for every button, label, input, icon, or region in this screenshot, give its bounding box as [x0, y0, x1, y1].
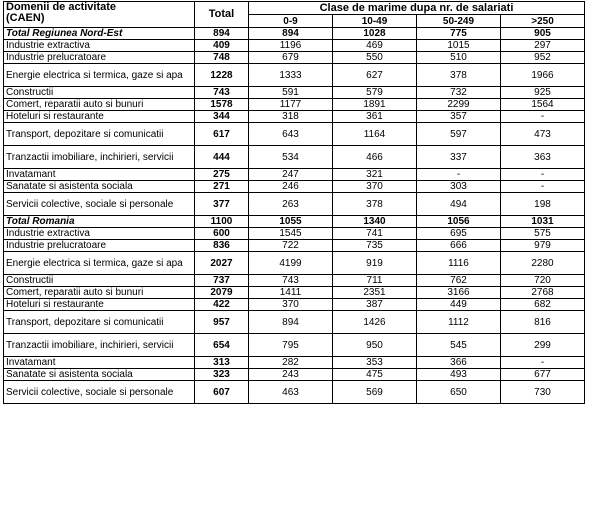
row-class-value: 469 [333, 40, 417, 52]
row-class-value: 494 [417, 193, 501, 216]
header-domain [4, 2, 195, 28]
row-domain: Sanatate si asistenta sociala [4, 181, 195, 193]
row-class-value: 2351 [333, 287, 417, 299]
row-domain: Constructii [4, 275, 195, 287]
row-class-value: 679 [249, 52, 333, 64]
salary-table [3, 1, 585, 404]
header-domain-line1: Domenii de activitate [6, 1, 117, 13]
row-domain: Hoteluri si restaurante [4, 299, 195, 311]
row-class-value: 299 [501, 334, 585, 357]
row-class-value: 370 [249, 299, 333, 311]
row-domain: Industrie prelucratoare [4, 52, 195, 64]
row-total: 836 [195, 240, 249, 252]
row-class-value: 378 [333, 193, 417, 216]
row-total: 743 [195, 87, 249, 99]
row-class-value: 337 [417, 146, 501, 169]
row-class-value: 1333 [249, 64, 333, 87]
header-size-classes: Clase de marime dupa nr. de salariati [249, 2, 585, 15]
row-class-value: - [501, 357, 585, 369]
row-class-value: 1177 [249, 99, 333, 111]
header-total: Total [195, 2, 249, 28]
table-row [4, 52, 585, 64]
row-class-value: 297 [501, 40, 585, 52]
row-total: 600 [195, 228, 249, 240]
row-total: 1578 [195, 99, 249, 111]
row-domain: Comert, reparatii auto si bunuri [4, 287, 195, 299]
row-domain: Total Romania [4, 216, 195, 228]
row-class-value: 894 [249, 28, 333, 40]
row-class-value: 493 [417, 369, 501, 381]
row-total: 2027 [195, 252, 249, 275]
row-total: 894 [195, 28, 249, 40]
row-class-value: 366 [417, 357, 501, 369]
row-total: 313 [195, 357, 249, 369]
table-row [4, 228, 585, 240]
row-total: 1100 [195, 216, 249, 228]
row-total: 1228 [195, 64, 249, 87]
row-class-value: 198 [501, 193, 585, 216]
row-class-value: 263 [249, 193, 333, 216]
table-row [4, 64, 585, 87]
table-row [4, 381, 585, 404]
row-total: 2079 [195, 287, 249, 299]
row-class-value: 321 [333, 169, 417, 181]
row-class-value: 735 [333, 240, 417, 252]
header-class-0-9: 0-9 [249, 15, 333, 28]
table-row [4, 334, 585, 357]
row-domain: Tranzactii imobiliare, inchirieri, servicii [4, 146, 195, 169]
row-class-value: 775 [417, 28, 501, 40]
row-class-value: 762 [417, 275, 501, 287]
row-domain: Tranzactii imobiliare, inchirieri, servicii [4, 334, 195, 357]
row-total: 444 [195, 146, 249, 169]
row-total: 377 [195, 193, 249, 216]
row-domain: Servicii colective, sociale si personale [4, 381, 195, 404]
row-total: 323 [195, 369, 249, 381]
row-class-value: 695 [417, 228, 501, 240]
row-total: 617 [195, 123, 249, 146]
row-total: 275 [195, 169, 249, 181]
row-domain: Energie electrica si termica, gaze si apa [4, 252, 195, 275]
row-class-value: 979 [501, 240, 585, 252]
row-class-value: 534 [249, 146, 333, 169]
row-class-value: 303 [417, 181, 501, 193]
row-total: 654 [195, 334, 249, 357]
row-class-value: 473 [501, 123, 585, 146]
row-total: 957 [195, 311, 249, 334]
row-class-value: 1411 [249, 287, 333, 299]
row-class-value: 643 [249, 123, 333, 146]
row-class-value: 1891 [333, 99, 417, 111]
table-row [4, 252, 585, 275]
row-class-value: 925 [501, 87, 585, 99]
row-class-value: 919 [333, 252, 417, 275]
row-domain: Constructii [4, 87, 195, 99]
table-row [4, 111, 585, 123]
row-class-value: 722 [249, 240, 333, 252]
row-class-value: 378 [417, 64, 501, 87]
table-row [4, 193, 585, 216]
row-class-value: - [501, 181, 585, 193]
row-class-value: 3166 [417, 287, 501, 299]
row-domain: Servicii colective, sociale si personale [4, 193, 195, 216]
row-class-value: 2280 [501, 252, 585, 275]
row-class-value: 1545 [249, 228, 333, 240]
row-class-value: - [501, 169, 585, 181]
row-total: 271 [195, 181, 249, 193]
row-class-value: 579 [333, 87, 417, 99]
row-class-value: 950 [333, 334, 417, 357]
row-class-value: 627 [333, 64, 417, 87]
row-class-value: 682 [501, 299, 585, 311]
row-class-value: 1196 [249, 40, 333, 52]
row-class-value: 650 [417, 381, 501, 404]
header-class-250-plus: >250 [501, 15, 585, 28]
header-class-10-49: 10-49 [333, 15, 417, 28]
row-domain: Industrie extractiva [4, 228, 195, 240]
row-domain: Sanatate si asistenta sociala [4, 369, 195, 381]
row-class-value: 1564 [501, 99, 585, 111]
row-class-value: - [501, 111, 585, 123]
row-class-value: 894 [249, 311, 333, 334]
row-class-value: 741 [333, 228, 417, 240]
row-domain: Industrie extractiva [4, 40, 195, 52]
row-class-value: - [417, 169, 501, 181]
row-class-value: 545 [417, 334, 501, 357]
row-class-value: 952 [501, 52, 585, 64]
row-class-value: 816 [501, 311, 585, 334]
row-domain: Energie electrica si termica, gaze si apa [4, 64, 195, 87]
row-class-value: 730 [501, 381, 585, 404]
table-total-row [4, 216, 585, 228]
row-class-value: 677 [501, 369, 585, 381]
row-class-value: 243 [249, 369, 333, 381]
table-body [4, 28, 585, 404]
row-total: 737 [195, 275, 249, 287]
row-class-value: 318 [249, 111, 333, 123]
row-class-value: 1055 [249, 216, 333, 228]
row-class-value: 247 [249, 169, 333, 181]
row-domain: Invatamant [4, 357, 195, 369]
table-row [4, 311, 585, 334]
row-class-value: 569 [333, 381, 417, 404]
row-class-value: 510 [417, 52, 501, 64]
row-domain: Hoteluri si restaurante [4, 111, 195, 123]
row-class-value: 361 [333, 111, 417, 123]
table-row [4, 275, 585, 287]
row-class-value: 2299 [417, 99, 501, 111]
row-class-value: 905 [501, 28, 585, 40]
row-class-value: 1028 [333, 28, 417, 40]
row-class-value: 363 [501, 146, 585, 169]
row-total: 748 [195, 52, 249, 64]
row-class-value: 1426 [333, 311, 417, 334]
row-class-value: 711 [333, 275, 417, 287]
row-class-value: 720 [501, 275, 585, 287]
row-class-value: 1112 [417, 311, 501, 334]
row-class-value: 743 [249, 275, 333, 287]
row-class-value: 1031 [501, 216, 585, 228]
row-total: 409 [195, 40, 249, 52]
row-class-value: 282 [249, 357, 333, 369]
row-total: 607 [195, 381, 249, 404]
row-domain: Comert, reparatii auto si bunuri [4, 99, 195, 111]
row-class-value: 246 [249, 181, 333, 193]
table-row [4, 99, 585, 111]
row-domain: Total Regiunea Nord-Est [4, 28, 195, 40]
row-class-value: 1966 [501, 64, 585, 87]
row-domain: Industrie prelucratoare [4, 240, 195, 252]
table-row [4, 181, 585, 193]
row-class-value: 591 [249, 87, 333, 99]
table-row [4, 169, 585, 181]
table-row [4, 299, 585, 311]
row-class-value: 353 [333, 357, 417, 369]
row-class-value: 357 [417, 111, 501, 123]
row-class-value: 463 [249, 381, 333, 404]
table-row [4, 369, 585, 381]
table-row [4, 146, 585, 169]
table-row [4, 287, 585, 299]
table-total-row [4, 28, 585, 40]
table-row [4, 123, 585, 146]
row-class-value: 1164 [333, 123, 417, 146]
row-class-value: 1116 [417, 252, 501, 275]
row-class-value: 1015 [417, 40, 501, 52]
row-class-value: 1340 [333, 216, 417, 228]
row-total: 344 [195, 111, 249, 123]
header-domain-line2: (CAEN) [6, 12, 45, 24]
table-row [4, 40, 585, 52]
table-row [4, 87, 585, 99]
row-domain: Invatamant [4, 169, 195, 181]
row-class-value: 4199 [249, 252, 333, 275]
row-class-value: 795 [249, 334, 333, 357]
header-class-50-249: 50-249 [417, 15, 501, 28]
row-class-value: 475 [333, 369, 417, 381]
row-total: 422 [195, 299, 249, 311]
row-class-value: 449 [417, 299, 501, 311]
row-class-value: 732 [417, 87, 501, 99]
row-domain: Transport, depozitare si comunicatii [4, 311, 195, 334]
row-class-value: 575 [501, 228, 585, 240]
table-row [4, 240, 585, 252]
table-row [4, 357, 585, 369]
row-class-value: 1056 [417, 216, 501, 228]
row-class-value: 466 [333, 146, 417, 169]
row-class-value: 666 [417, 240, 501, 252]
row-domain: Transport, depozitare si comunicatii [4, 123, 195, 146]
row-class-value: 2768 [501, 287, 585, 299]
row-class-value: 550 [333, 52, 417, 64]
row-class-value: 387 [333, 299, 417, 311]
row-class-value: 370 [333, 181, 417, 193]
row-class-value: 597 [417, 123, 501, 146]
